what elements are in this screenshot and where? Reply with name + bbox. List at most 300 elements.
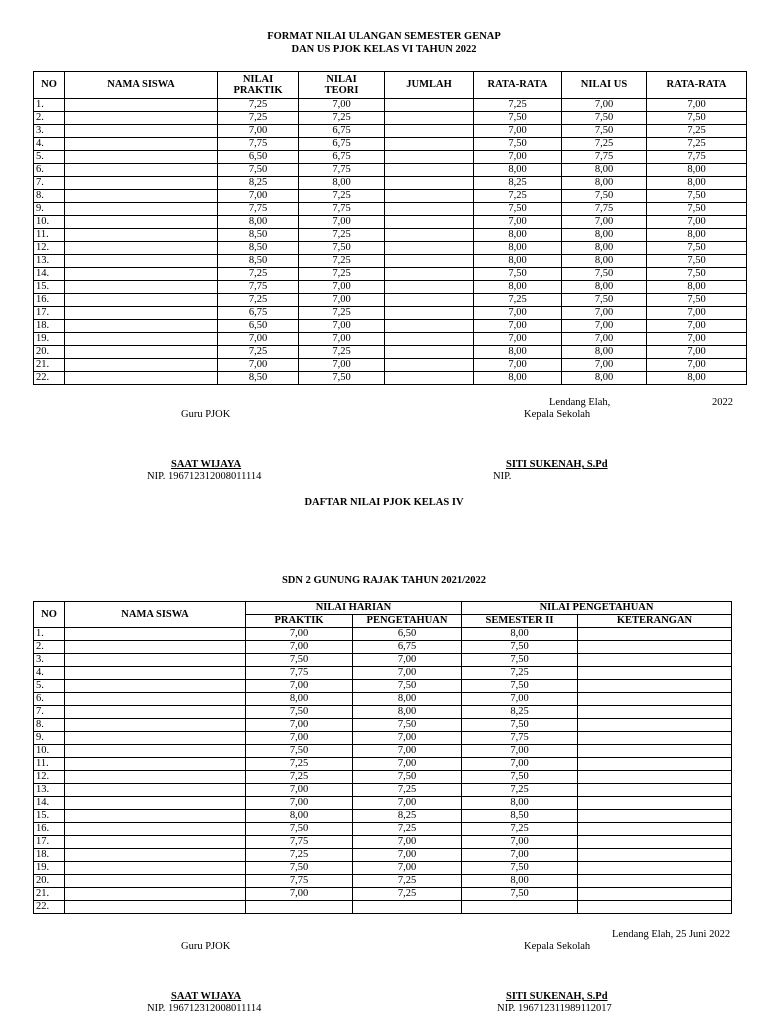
header-nilai-teori-line2: TEORI (324, 85, 359, 96)
semester-ii-cell: 7,00 (462, 745, 578, 758)
doc1-guru-nip: NIP. 196712312008011114 (147, 471, 262, 482)
table-row (34, 372, 747, 385)
keterangan-cell (578, 823, 732, 836)
doc1-title-line1: FORMAT NILAI ULANGAN SEMESTER GENAP (267, 31, 501, 42)
table-row (34, 758, 732, 771)
header-rata-rata: RATA-RATA (474, 72, 562, 99)
semester-ii-cell: 7,50 (462, 680, 578, 693)
jumlah-cell (385, 177, 474, 190)
nilai-praktik-cell: 7,25 (218, 112, 299, 125)
pengetahuan-cell: 6,50 (353, 628, 462, 641)
pengetahuan-cell: 7,00 (353, 667, 462, 680)
semester-ii-cell: 8,00 (462, 628, 578, 641)
keterangan-cell (578, 628, 732, 641)
nama-siswa-cell (65, 268, 218, 281)
jumlah-cell (385, 203, 474, 216)
praktik-cell: 8,00 (246, 810, 353, 823)
keterangan-cell (578, 693, 732, 706)
doc2-guru-name: SAAT WIJAYA (171, 991, 242, 1002)
keterangan-cell (578, 719, 732, 732)
keterangan-cell (578, 680, 732, 693)
jumlah-cell (385, 307, 474, 320)
nama-siswa-cell (65, 654, 246, 667)
no-cell: 21. (34, 359, 65, 372)
nama-siswa-cell (65, 151, 218, 164)
nilai-us-cell: 7,25 (562, 138, 647, 151)
praktik-cell: 7,50 (246, 862, 353, 875)
pengetahuan-cell: 7,00 (353, 849, 462, 862)
no-cell: 2. (34, 112, 65, 125)
nilai-us-cell: 8,00 (562, 164, 647, 177)
rata-rata-cell: 7,25 (474, 294, 562, 307)
nilai-teori-cell: 7,25 (299, 255, 385, 268)
pengetahuan-cell: 7,25 (353, 823, 462, 836)
semester-ii-cell: 7,00 (462, 849, 578, 862)
rata-rata-us-cell: 7,00 (647, 99, 747, 112)
praktik-cell: 7,00 (246, 628, 353, 641)
nama-siswa-cell (65, 862, 246, 875)
doc2-guru-label: Guru PJOK (181, 941, 231, 952)
table-row (34, 654, 732, 667)
doc2-kepsek-label: Kepala Sekolah (524, 941, 591, 952)
nilai-praktik-cell: 7,25 (218, 268, 299, 281)
nama-siswa-cell (65, 849, 246, 862)
keterangan-cell (578, 758, 732, 771)
praktik-cell: 7,00 (246, 784, 353, 797)
pengetahuan-cell: 8,00 (353, 693, 462, 706)
nama-siswa-cell (65, 281, 218, 294)
rata-rata-us-cell: 7,50 (647, 242, 747, 255)
no-cell: 20. (34, 346, 65, 359)
pengetahuan-cell (353, 901, 462, 914)
semester-ii-cell: 7,25 (462, 823, 578, 836)
table-row (34, 901, 732, 914)
rata-rata-us-cell: 7,00 (647, 359, 747, 372)
rata-rata-cell: 8,00 (474, 255, 562, 268)
jumlah-cell (385, 242, 474, 255)
nama-siswa-cell (65, 125, 218, 138)
nilai-us-cell: 8,00 (562, 281, 647, 294)
nilai-praktik-cell: 6,50 (218, 151, 299, 164)
pengetahuan-cell: 7,00 (353, 745, 462, 758)
nilai-praktik-cell: 7,75 (218, 281, 299, 294)
no-cell: 3. (34, 654, 65, 667)
jumlah-cell (385, 99, 474, 112)
no-cell: 14. (34, 797, 65, 810)
table-row (34, 784, 732, 797)
nilai-teori-cell: 7,25 (299, 268, 385, 281)
nama-siswa-cell (65, 771, 246, 784)
nama-siswa-cell (65, 797, 246, 810)
doc2-guru-nip: NIP. 196712312008011114 (147, 1003, 262, 1014)
doc1-kepsek-name: SITI SUKENAH, S.Pd (506, 459, 608, 470)
pengetahuan-cell: 7,50 (353, 680, 462, 693)
nama-siswa-cell (65, 758, 246, 771)
table-row (34, 797, 732, 810)
praktik-cell: 7,50 (246, 823, 353, 836)
jumlah-cell (385, 229, 474, 242)
pengetahuan-cell: 7,00 (353, 862, 462, 875)
table-row (34, 99, 747, 112)
semester-ii-cell: 7,50 (462, 888, 578, 901)
praktik-cell: 7,25 (246, 758, 353, 771)
header2-nilai-pengetahuan: NILAI PENGETAHUAN (462, 602, 732, 615)
praktik-cell: 7,50 (246, 706, 353, 719)
nilai-teori-cell: 7,50 (299, 242, 385, 255)
table-row (34, 875, 732, 888)
no-cell: 4. (34, 138, 65, 151)
no-cell: 18. (34, 320, 65, 333)
keterangan-cell (578, 706, 732, 719)
pengetahuan-cell: 7,25 (353, 784, 462, 797)
no-cell: 1. (34, 628, 65, 641)
jumlah-cell (385, 255, 474, 268)
nama-siswa-cell (65, 901, 246, 914)
nama-siswa-cell (65, 680, 246, 693)
table-row (34, 151, 747, 164)
jumlah-cell (385, 164, 474, 177)
pengetahuan-cell: 7,00 (353, 797, 462, 810)
rata-rata-us-cell: 7,75 (647, 151, 747, 164)
nilai-praktik-cell: 7,25 (218, 294, 299, 307)
header2-no: NO (34, 602, 65, 628)
nilai-praktik-cell: 7,50 (218, 164, 299, 177)
rata-rata-us-cell: 7,00 (647, 320, 747, 333)
pengetahuan-cell: 7,00 (353, 654, 462, 667)
nilai-teori-cell: 7,00 (299, 294, 385, 307)
nama-siswa-cell (65, 719, 246, 732)
jumlah-cell (385, 372, 474, 385)
header2-nama-siswa: NAMA SISWA (65, 602, 246, 628)
nama-siswa-cell (65, 732, 246, 745)
nilai-praktik-cell: 7,00 (218, 359, 299, 372)
nilai-us-cell: 7,00 (562, 320, 647, 333)
praktik-cell: 7,75 (246, 875, 353, 888)
praktik-cell: 7,00 (246, 732, 353, 745)
no-cell: 8. (34, 190, 65, 203)
nilai-praktik-cell: 7,00 (218, 190, 299, 203)
table-row (34, 862, 732, 875)
jumlah-cell (385, 320, 474, 333)
nama-siswa-cell (65, 164, 218, 177)
table-row (34, 667, 732, 680)
praktik-cell: 7,00 (246, 680, 353, 693)
nama-siswa-cell (65, 372, 218, 385)
jumlah-cell (385, 125, 474, 138)
rata-rata-cell: 7,50 (474, 268, 562, 281)
nilai-teori-cell: 7,25 (299, 190, 385, 203)
semester-ii-cell: 7,25 (462, 667, 578, 680)
table-row (34, 719, 732, 732)
rata-rata-us-cell: 7,50 (647, 190, 747, 203)
keterangan-cell (578, 797, 732, 810)
doc1-grades-table (33, 71, 747, 385)
table-row (34, 823, 732, 836)
nama-siswa-cell (65, 203, 218, 216)
doc2-subtitle: SDN 2 GUNUNG RAJAK TAHUN 2021/2022 (281, 575, 487, 586)
no-cell: 19. (34, 862, 65, 875)
nama-siswa-cell (65, 294, 218, 307)
rata-rata-cell: 8,00 (474, 346, 562, 359)
pengetahuan-cell: 7,25 (353, 888, 462, 901)
semester-ii-cell: 8,00 (462, 797, 578, 810)
nilai-praktik-cell: 7,75 (218, 138, 299, 151)
rata-rata-us-cell: 8,00 (647, 281, 747, 294)
rata-rata-us-cell: 7,50 (647, 255, 747, 268)
pengetahuan-cell: 7,00 (353, 758, 462, 771)
rata-rata-us-cell: 8,00 (647, 229, 747, 242)
doc2-place-date: Lendang Elah, 25 Juni 2022 (612, 929, 731, 940)
header2-praktik: PRAKTIK (246, 615, 353, 628)
nama-siswa-cell (65, 346, 218, 359)
nilai-teori-cell: 7,00 (299, 359, 385, 372)
no-cell: 10. (34, 216, 65, 229)
table-row (34, 125, 747, 138)
nilai-teori-cell: 7,00 (299, 281, 385, 294)
table-row (34, 359, 747, 372)
no-cell: 14. (34, 268, 65, 281)
doc1-year: 2022 (712, 397, 733, 408)
table-row (34, 628, 732, 641)
doc2-table-body (34, 628, 732, 914)
rata-rata-cell: 7,50 (474, 203, 562, 216)
rata-rata-us-cell: 8,00 (647, 164, 747, 177)
pengetahuan-cell: 7,00 (353, 732, 462, 745)
rata-rata-us-cell: 7,50 (647, 294, 747, 307)
doc2-title: DAFTAR NILAI PJOK KELAS IV (304, 497, 464, 508)
table-row (34, 346, 747, 359)
rata-rata-cell: 7,25 (474, 99, 562, 112)
no-cell: 13. (34, 255, 65, 268)
no-cell: 2. (34, 641, 65, 654)
nama-siswa-cell (65, 875, 246, 888)
rata-rata-us-cell: 7,25 (647, 138, 747, 151)
header-rata-rata-us: RATA-RATA (647, 72, 747, 99)
semester-ii-cell: 7,75 (462, 732, 578, 745)
pengetahuan-cell: 7,50 (353, 771, 462, 784)
no-cell: 7. (34, 177, 65, 190)
no-cell: 3. (34, 125, 65, 138)
nilai-us-cell: 8,00 (562, 177, 647, 190)
no-cell: 22. (34, 901, 65, 914)
rata-rata-us-cell: 7,25 (647, 125, 747, 138)
nilai-us-cell: 8,00 (562, 255, 647, 268)
doc1-guru-name: SAAT WIJAYA (171, 459, 242, 470)
table-row (34, 732, 732, 745)
nama-siswa-cell (65, 888, 246, 901)
header2-pengetahuan: PENGETAHUAN (353, 615, 462, 628)
nama-siswa-cell (65, 307, 218, 320)
nama-siswa-cell (65, 216, 218, 229)
keterangan-cell (578, 836, 732, 849)
doc1-place: Lendang Elah, (549, 397, 611, 408)
header-nilai-praktik-line1: NILAI (242, 74, 274, 85)
nama-siswa-cell (65, 641, 246, 654)
table-row (34, 294, 747, 307)
nama-siswa-cell (65, 628, 246, 641)
jumlah-cell (385, 346, 474, 359)
rata-rata-cell: 7,00 (474, 320, 562, 333)
nilai-praktik-cell: 8,50 (218, 372, 299, 385)
rata-rata-us-cell: 7,00 (647, 307, 747, 320)
table-row (34, 680, 732, 693)
praktik-cell: 7,00 (246, 797, 353, 810)
nama-siswa-cell (65, 784, 246, 797)
nama-siswa-cell (65, 320, 218, 333)
nilai-teori-cell: 7,75 (299, 164, 385, 177)
nilai-praktik-cell: 8,50 (218, 242, 299, 255)
header-nilai-us: NILAI US (562, 72, 647, 99)
header2-semester: SEMESTER II (462, 615, 578, 628)
table-row (34, 242, 747, 255)
rata-rata-cell: 8,25 (474, 177, 562, 190)
no-cell: 5. (34, 680, 65, 693)
nilai-teori-cell: 6,75 (299, 125, 385, 138)
no-cell: 21. (34, 888, 65, 901)
no-cell: 13. (34, 784, 65, 797)
keterangan-cell (578, 784, 732, 797)
semester-ii-cell: 7,00 (462, 836, 578, 849)
rata-rata-us-cell: 8,00 (647, 372, 747, 385)
nilai-us-cell: 7,00 (562, 307, 647, 320)
table-row (34, 281, 747, 294)
praktik-cell: 7,75 (246, 667, 353, 680)
table-row (34, 320, 747, 333)
rata-rata-us-cell: 7,50 (647, 268, 747, 281)
semester-ii-cell: 8,25 (462, 706, 578, 719)
header2-nilai-harian: NILAI HARIAN (246, 602, 462, 615)
keterangan-cell (578, 810, 732, 823)
rata-rata-us-cell: 7,00 (647, 216, 747, 229)
rata-rata-cell: 7,00 (474, 216, 562, 229)
nama-siswa-cell (65, 255, 218, 268)
semester-ii-cell: 7,50 (462, 771, 578, 784)
jumlah-cell (385, 216, 474, 229)
nilai-teori-cell: 7,25 (299, 307, 385, 320)
praktik-cell: 7,25 (246, 849, 353, 862)
pengetahuan-cell: 7,50 (353, 719, 462, 732)
table-row (34, 229, 747, 242)
nama-siswa-cell (65, 242, 218, 255)
no-cell: 16. (34, 294, 65, 307)
no-cell: 15. (34, 281, 65, 294)
praktik-cell: 7,75 (246, 836, 353, 849)
nilai-us-cell: 8,00 (562, 229, 647, 242)
rata-rata-cell: 7,00 (474, 359, 562, 372)
praktik-cell: 7,00 (246, 888, 353, 901)
doc1-guru-label: Guru PJOK (181, 409, 231, 420)
semester-ii-cell (462, 901, 578, 914)
jumlah-cell (385, 333, 474, 346)
rata-rata-us-cell: 7,50 (647, 112, 747, 125)
jumlah-cell (385, 112, 474, 125)
jumlah-cell (385, 281, 474, 294)
doc1-table-body (34, 99, 747, 385)
table-row (34, 177, 747, 190)
nilai-praktik-cell: 8,50 (218, 255, 299, 268)
keterangan-cell (578, 641, 732, 654)
table-row (34, 333, 747, 346)
semester-ii-cell: 7,50 (462, 719, 578, 732)
nama-siswa-cell (65, 810, 246, 823)
nilai-praktik-cell: 7,25 (218, 99, 299, 112)
nilai-praktik-cell: 6,75 (218, 307, 299, 320)
no-cell: 11. (34, 758, 65, 771)
nilai-praktik-cell: 7,00 (218, 125, 299, 138)
semester-ii-cell: 7,25 (462, 784, 578, 797)
header-no: NO (34, 72, 65, 99)
semester-ii-cell: 7,50 (462, 862, 578, 875)
nilai-us-cell: 7,75 (562, 203, 647, 216)
table-row (34, 888, 732, 901)
nilai-teori-cell: 7,00 (299, 216, 385, 229)
header-nama-siswa: NAMA SISWA (65, 72, 218, 99)
praktik-cell: 7,00 (246, 641, 353, 654)
header-nilai-teori (299, 72, 385, 99)
nilai-us-cell: 7,50 (562, 112, 647, 125)
nilai-teori-cell: 8,00 (299, 177, 385, 190)
nilai-teori-cell: 7,25 (299, 229, 385, 242)
no-cell: 17. (34, 836, 65, 849)
table-row (34, 836, 732, 849)
keterangan-cell (578, 732, 732, 745)
semester-ii-cell: 7,50 (462, 641, 578, 654)
table-row (34, 138, 747, 151)
table-row (34, 810, 732, 823)
table-row (34, 112, 747, 125)
header-nilai-teori-line1: NILAI (326, 74, 357, 85)
no-cell: 6. (34, 693, 65, 706)
nama-siswa-cell (65, 836, 246, 849)
table-row (34, 771, 732, 784)
nilai-us-cell: 7,50 (562, 190, 647, 203)
nilai-teori-cell: 7,00 (299, 320, 385, 333)
rata-rata-cell: 7,50 (474, 138, 562, 151)
nilai-us-cell: 7,75 (562, 151, 647, 164)
no-cell: 18. (34, 849, 65, 862)
header2-keterangan: KETERANGAN (578, 615, 732, 628)
keterangan-cell (578, 888, 732, 901)
nilai-us-cell: 7,00 (562, 359, 647, 372)
nilai-teori-cell: 7,25 (299, 112, 385, 125)
no-cell: 16. (34, 823, 65, 836)
pengetahuan-cell: 8,25 (353, 810, 462, 823)
rata-rata-cell: 8,00 (474, 164, 562, 177)
nama-siswa-cell (65, 359, 218, 372)
no-cell: 6. (34, 164, 65, 177)
no-cell: 11. (34, 229, 65, 242)
jumlah-cell (385, 294, 474, 307)
no-cell: 22. (34, 372, 65, 385)
nama-siswa-cell (65, 99, 218, 112)
keterangan-cell (578, 875, 732, 888)
praktik-cell: 7,25 (246, 771, 353, 784)
jumlah-cell (385, 359, 474, 372)
nilai-us-cell: 7,50 (562, 125, 647, 138)
nama-siswa-cell (65, 333, 218, 346)
nilai-praktik-cell: 8,50 (218, 229, 299, 242)
nilai-us-cell: 8,00 (562, 372, 647, 385)
rata-rata-us-cell: 8,00 (647, 177, 747, 190)
semester-ii-cell: 7,00 (462, 758, 578, 771)
table-row (34, 706, 732, 719)
pengetahuan-cell: 8,00 (353, 706, 462, 719)
rata-rata-cell: 7,00 (474, 125, 562, 138)
no-cell: 8. (34, 719, 65, 732)
table-row (34, 641, 732, 654)
no-cell: 1. (34, 99, 65, 112)
praktik-cell: 7,50 (246, 745, 353, 758)
